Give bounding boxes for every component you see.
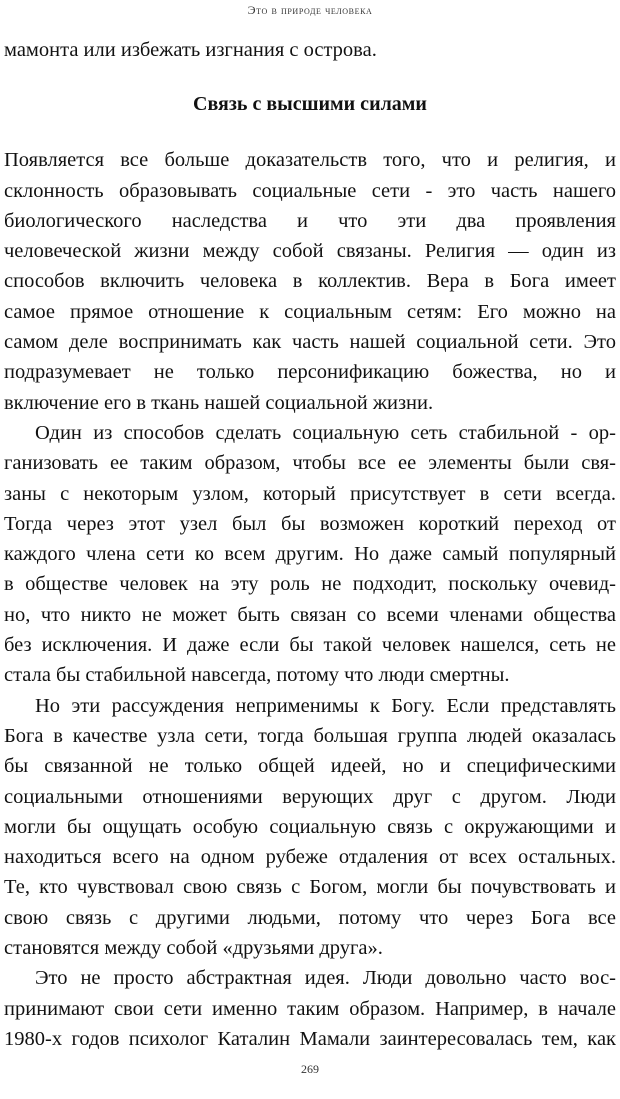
text-line: заны с некоторым узлом, который присутствует в сети всегда. bbox=[4, 482, 616, 505]
text-line: включение его в ткань нашей социальной жизни. bbox=[4, 391, 434, 414]
text-line: самое прямое отношение к социальным сетям: Его можно на bbox=[4, 300, 616, 323]
text-line: ганизовать ее таким образом, чтобы все ее элементы были свя- bbox=[4, 452, 616, 475]
section-heading: Связь с высшими силами bbox=[193, 93, 427, 116]
body-text bbox=[4, 35, 616, 1054]
paragraph bbox=[4, 691, 616, 964]
text-line: самом деле воспринимать как часть нашей социальной сети. Это bbox=[4, 331, 616, 354]
text-line: находиться всего на одном рубеже отдаления от всех остальных. bbox=[4, 846, 616, 869]
text-line: Тогда через этот узел был бы возможен короткий переход от bbox=[4, 512, 616, 535]
text-line: Бога в качестве узла сети, тогда большая группа людей оказалась bbox=[4, 724, 616, 747]
text-line: каждого члена сети ко всем другим. Но даже самый популярный bbox=[4, 543, 616, 566]
text-line: способов включить человека в коллектив. Вера в Бога имеет bbox=[4, 270, 616, 293]
text-line: могли бы ощущать особую социальную связь с окружающими и bbox=[4, 815, 616, 838]
text-line: Появляется все больше доказательств того, что и религия, и bbox=[4, 149, 616, 172]
text-line: стала бы стабильной навсегда, потому что люди смертны. bbox=[4, 664, 510, 687]
text-line: бы связанной не только общей идеей, но и специфическими bbox=[4, 755, 616, 778]
text-line: склонность образовывать социальные сети - это часть нашего bbox=[4, 179, 616, 202]
paragraph bbox=[4, 418, 616, 691]
text-line: принимают свои сети именно таким образом. Например, в начале bbox=[4, 997, 616, 1020]
running-head: Это в природе человека bbox=[247, 3, 373, 17]
text-line: Один из способов сделать социальную сеть стабильной - ор- bbox=[35, 421, 616, 444]
text-line: биологического наследства и что эти два проявления bbox=[4, 209, 616, 232]
page-number: 269 bbox=[301, 1062, 319, 1076]
text-line: Это не просто абстрактная идея. Люди довольно часто вос- bbox=[35, 967, 616, 990]
text-line: человеческой жизни между собой связаны. Религия — один из bbox=[4, 240, 616, 263]
text-line: социальными отношениями верующих друг с другом. Люди bbox=[4, 785, 616, 808]
text-line: без исключения. И даже если бы такой человек нашелся, сеть не bbox=[4, 634, 616, 657]
paragraph bbox=[4, 963, 616, 1054]
paragraphs bbox=[4, 145, 616, 1054]
text-line: в обществе человек на эту роль не подходит, поскольку очевид- bbox=[4, 573, 616, 596]
text-line: подразумевает не только персонификацию божества, но и bbox=[4, 361, 616, 384]
continuation-line: мамонта или избежать изгнания с острова. bbox=[4, 39, 377, 61]
paragraph bbox=[4, 145, 616, 418]
text-line: свою связь с другими людьми, потому что через Бога все bbox=[4, 906, 616, 929]
text-line: но, что никто не может быть связан со всеми членами общества bbox=[4, 603, 616, 626]
text-line: 1980-х годов психолог Каталин Мамали заинтересовалась тем, как bbox=[4, 1027, 616, 1050]
text-line: Но эти рассуждения неприменимы к Богу. Если представлять bbox=[35, 694, 616, 717]
text-line: становятся между собой «друзьями друга». bbox=[4, 937, 383, 960]
text-line: Те, кто чувствовал свою связь с Богом, могли бы почувствовать и bbox=[4, 876, 616, 899]
